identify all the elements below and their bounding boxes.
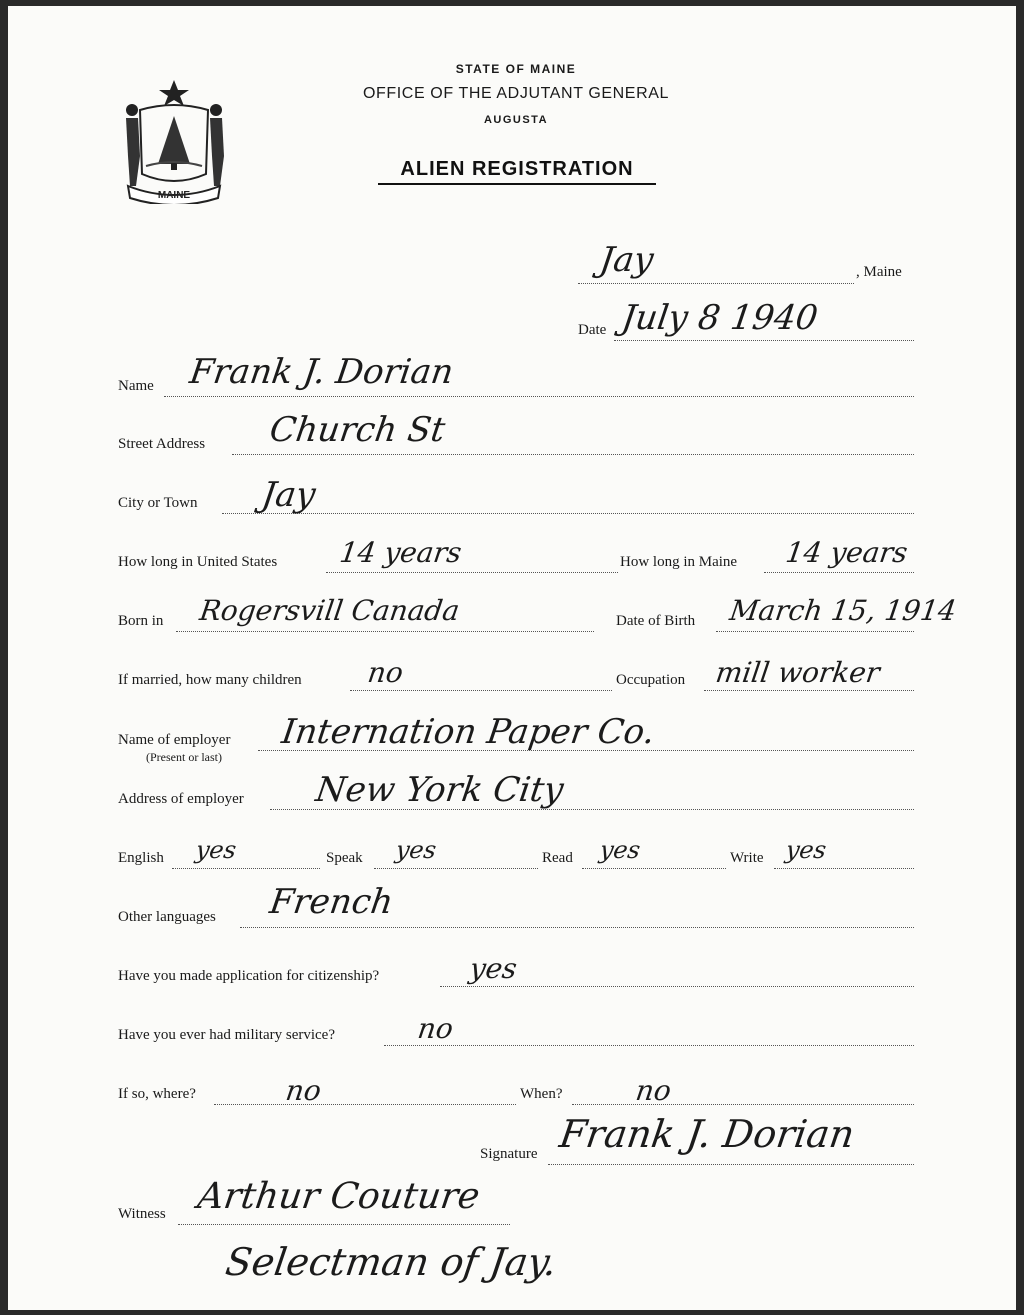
city-line — [222, 513, 914, 514]
name-label: Name — [118, 378, 154, 394]
signature-value: Frank J. Dorian — [556, 1112, 858, 1156]
date-of-birth-label: Date of Birth — [616, 613, 696, 629]
witness-label: Witness — [118, 1206, 166, 1222]
town-line — [578, 283, 854, 284]
street-label: Street Address — [118, 436, 206, 452]
write-line — [774, 868, 914, 869]
name-value: Frank J. Dorian — [187, 352, 456, 392]
speak-line — [374, 868, 538, 869]
where-label: If so, where? — [118, 1086, 196, 1102]
citizenship-value: yes — [467, 952, 520, 985]
form-title: ALIEN REGISTRATION — [378, 158, 656, 185]
military-label: Have you ever had military service? — [118, 1027, 335, 1043]
date-of-birth-line — [716, 631, 914, 632]
employer-value: Internation Paper Co. — [279, 712, 658, 752]
occupation-label: Occupation — [616, 672, 686, 688]
how-long-us-label: How long in United States — [118, 554, 278, 570]
date-of-birth-value: March 15, 1914 — [727, 594, 959, 627]
military-value: no — [415, 1012, 456, 1045]
signature-line — [548, 1164, 914, 1165]
town-value: Jay — [597, 240, 656, 280]
scan-border-right — [1016, 0, 1024, 1315]
header-office: OFFICE OF THE ADJUTANT GENERAL — [362, 85, 670, 102]
when-line — [572, 1104, 914, 1105]
born-in-value: Rogersvill Canada — [197, 594, 462, 627]
how-long-us-line — [326, 572, 618, 573]
where-line — [214, 1104, 516, 1105]
employer-note: (Present or last) — [146, 750, 222, 764]
witness-line — [178, 1224, 510, 1225]
name-line — [164, 396, 914, 397]
write-label: Write — [730, 850, 764, 866]
citizenship-line — [440, 986, 914, 987]
header-state: STATE OF MAINE — [455, 62, 577, 76]
read-line — [582, 868, 726, 869]
speak-value: yes — [394, 836, 439, 864]
how-long-maine-line — [764, 572, 914, 573]
children-value: no — [365, 656, 406, 689]
signature-label: Signature — [480, 1146, 538, 1162]
date-line — [614, 340, 914, 341]
employer-address-value: New York City — [313, 770, 566, 810]
date-value: July 8 1940 — [619, 298, 821, 338]
date-label: Date — [578, 322, 607, 338]
witness-title-value: Selectman of Jay. — [222, 1240, 560, 1284]
how-long-us-value: 14 years — [337, 536, 464, 569]
how-long-maine-label: How long in Maine — [620, 554, 738, 570]
seal-banner-text: MAINE — [157, 190, 191, 201]
born-in-label: Born in — [118, 613, 164, 629]
english-label: English — [118, 850, 164, 866]
military-line — [384, 1045, 914, 1046]
how-long-maine-value: 14 years — [783, 536, 910, 569]
maine-state-seal-icon — [118, 76, 230, 204]
other-languages-line — [240, 927, 914, 928]
read-label: Read — [542, 850, 573, 866]
write-value: yes — [784, 836, 829, 864]
children-line — [350, 690, 612, 691]
citizenship-label: Have you made application for citizenship? — [118, 968, 380, 984]
children-label: If married, how many children — [118, 672, 302, 688]
street-line — [232, 454, 914, 455]
speak-label: Speak — [326, 850, 363, 866]
where-value: no — [283, 1074, 324, 1107]
occupation-value: mill worker — [713, 656, 882, 689]
when-label: When? — [520, 1086, 563, 1102]
scan-border-top — [0, 0, 1024, 6]
employer-address-label: Address of employer — [118, 791, 244, 807]
header-city: AUGUSTA — [483, 114, 549, 126]
maine-label: , Maine — [856, 264, 902, 280]
when-value: no — [633, 1074, 674, 1107]
city-label: City or Town — [118, 495, 198, 511]
scan-border-bottom — [0, 1310, 1024, 1315]
other-languages-label: Other languages — [118, 909, 216, 925]
occupation-line — [704, 690, 914, 691]
scan-border-left — [0, 0, 8, 1315]
street-value: Church St — [267, 410, 448, 450]
witness-value: Arthur Couture — [195, 1176, 483, 1217]
english-value: yes — [194, 836, 239, 864]
read-value: yes — [598, 836, 643, 864]
other-languages-value: French — [267, 882, 396, 922]
born-in-line — [176, 631, 594, 632]
employer-label: Name of employer — [118, 732, 231, 748]
english-line — [172, 868, 320, 869]
city-value: Jay — [259, 475, 318, 515]
